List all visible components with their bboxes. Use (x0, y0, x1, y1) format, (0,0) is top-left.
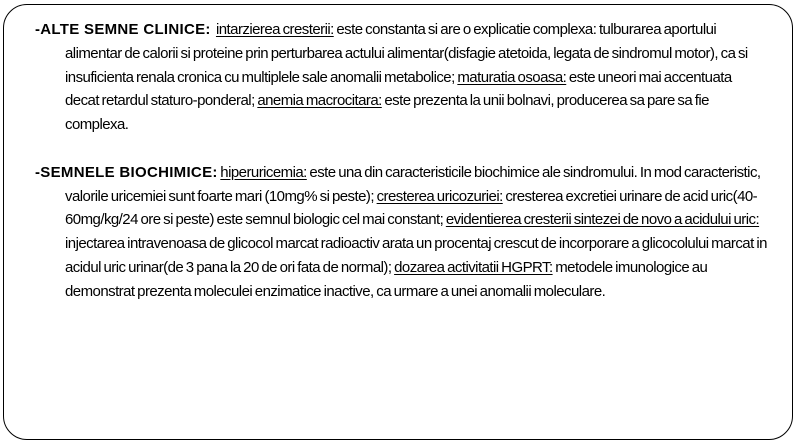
text-hgprt-activity: metodele imunologice au demonstrat prezenta moleculei enzimatice inactive, ca urmare a unei anomalii moleculare. (65, 258, 708, 300)
content-box (3, 4, 793, 440)
section-heading: -SEMNELE BIOCHIMICE: (35, 163, 218, 181)
text-macrocytic-anemia: este prezenta la unii bolnavi, producerea sa pare sa fie complexa. (65, 92, 709, 134)
term-hgprt-activity: dozarea activitatii HGPRT: (394, 258, 553, 276)
term-macrocytic-anemia: anemia macrocitara: (257, 92, 382, 110)
text-growth-delay: este constanta si are o explicatie complexa: tulburarea aportului alimentar de calorii si proteine prin perturbarea actului alimentar(disfagie atetoida, legata de sindromul motor), ca si insuficienta renala cronica cu multiplele sale anomalii metabolice; (65, 21, 748, 86)
text-de-novo-synthesis: injectarea intravenoasa de glicocol marcat radioactiv arata un procentaj crescut de incorporare a glicocolului marcat in acidul uric urinar(de 3 pana la 20 de ori fata de normal); (65, 235, 767, 276)
term-de-novo-synthesis: evidentierea cresterii sintezei de novo a acidului uric: (445, 211, 760, 229)
text-uricosuria: cresterea excretiei urinare de acid uric(40-60mg/kg/24 ore si peste) este semnul biologic cel mai constant; (65, 187, 758, 229)
section-heading: -ALTE SEMNE CLINICE: (35, 21, 211, 38)
term-growth-delay: intarzierea cresterii: (215, 21, 334, 38)
section-clinical-signs (35, 18, 767, 137)
text-hyperuricemia: este una din caracteristicile biochimice ale sindromului. In mod caracteristic, valorile uricemiei sunt foarte mari (10mg% si peste); (65, 163, 761, 205)
text-bone-maturation: este uneori mai accentuata decat retardul staturo-ponderal; (65, 68, 732, 110)
term-bone-maturation: maturatia osoasa: (457, 68, 567, 86)
term-uricosuria: cresterea uricozuriei: (376, 187, 503, 205)
term-hyperuricemia: hiperuricemia: (220, 163, 307, 181)
section-biochemical-signs (35, 161, 767, 304)
text-content (35, 18, 767, 304)
